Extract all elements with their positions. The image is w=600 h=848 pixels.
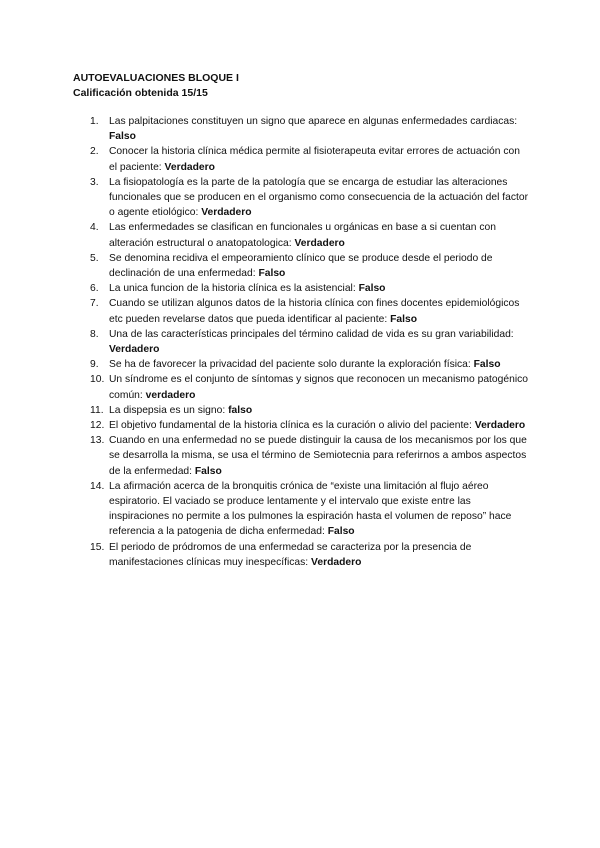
- question-item: [90, 281, 528, 296]
- question-text: La unica funcion de la historia clínica es la asistencial:: [109, 283, 356, 295]
- question-text: Una de las características principales del término calidad de vida es su gran variabilidad:: [109, 328, 514, 340]
- question-answer: Falso: [109, 131, 136, 143]
- question-text: Se denomina recidiva el empeoramiento clínico que se produce desde el periodo de declinación de una enfermedad:: [109, 252, 493, 280]
- question-item: [90, 114, 528, 144]
- question-answer: Verdadero: [164, 161, 215, 173]
- question-answer: Falso: [327, 526, 355, 538]
- question-number: 1.: [90, 116, 99, 127]
- question-text: La afirmación acerca de la bronquitis crónica de “existe una limitación al flujo aéreo espiratorio. El vaciado se produce lentamente y el intervalo que existe entre las inspiraciones no permite a los pulmones la espiración hasta el volumen de reposo” hace referencia a la patogenia de dicha enfermedad:: [109, 480, 512, 538]
- question-answer: Falso: [358, 283, 386, 295]
- question-text: Cuando en una enfermedad no se puede distinguir la causa de los mecanismos por los que se desarrolla la misma, se usa el término de Semiotecnia para referirnos a ambos aspectos de la enfermedad:: [109, 435, 527, 477]
- question-text: Las enfermedades se clasifican en funcionales u orgánicas en base a si cuentan con alteración estructural o anatopatologica:: [109, 222, 496, 249]
- score-line: Calificación obtenida 15/15: [73, 87, 208, 99]
- question-answer: Falso: [258, 268, 286, 280]
- question-number: 15.: [90, 541, 105, 553]
- question-number: 10.: [90, 374, 105, 386]
- question-number: 2.: [90, 146, 99, 158]
- question-number: 14.: [90, 480, 105, 492]
- question-text: Conocer la historia clínica médica permite al fisioterapeuta evitar errores de actuación con el paciente:: [109, 146, 520, 173]
- question-item: [90, 540, 528, 570]
- question-item: [90, 372, 528, 402]
- question-item: [90, 296, 528, 326]
- question-number: 6.: [90, 283, 99, 295]
- question-number: 3.: [90, 176, 99, 188]
- document-title: AUTOEVALUACIONES BLOQUE I: [73, 72, 239, 84]
- question-text: El periodo de pródromos de una enfermedad se caracteriza por la presencia de manifestaciones clínicas muy inespecíficas:: [109, 541, 472, 568]
- question-item: [90, 220, 528, 250]
- question-text: La dispepsia es un signo:: [109, 404, 226, 416]
- question-text: Un síndrome es el conjunto de síntomas y signos que reconocen un mecanismo patogénico común:: [109, 374, 528, 401]
- question-answer: Verdadero: [201, 207, 252, 219]
- document-header: [73, 71, 533, 101]
- question-text: Las palpitaciones constituyen un signo que aparece en algunas enfermedades cardiacas:: [109, 116, 518, 127]
- question-answer: Verdadero: [109, 344, 160, 356]
- question-answer: Falso: [390, 313, 417, 325]
- question-answer: Verdadero: [474, 420, 526, 432]
- question-item: [90, 403, 528, 418]
- question-answer: Verdadero: [311, 556, 362, 568]
- question-item: [90, 327, 528, 357]
- question-number: 9.: [90, 359, 99, 371]
- question-item: [90, 433, 528, 479]
- question-number: 12.: [90, 420, 105, 432]
- question-item: [90, 144, 528, 174]
- question-item: [90, 357, 528, 372]
- question-list: [90, 114, 528, 570]
- question-answer: verdadero: [145, 389, 196, 401]
- question-item: [90, 175, 528, 221]
- question-number: 5.: [90, 252, 99, 264]
- question-number: 11.: [90, 404, 104, 416]
- question-answer: Falso: [194, 465, 222, 477]
- question-text: La fisiopatología es la parte de la patología que se encarga de estudiar las alteraciones funcionales que se producen en el organismo como consecuencia de la actuación del factor o agente etiológico:: [109, 176, 529, 219]
- question-text: Se ha de favorecer la privacidad del paciente solo durante la exploración física:: [109, 359, 471, 371]
- question-answer: Falso: [473, 359, 501, 371]
- question-number: 7.: [90, 298, 99, 310]
- question-number: 8.: [90, 328, 99, 340]
- question-item: [90, 418, 528, 433]
- question-text: Cuando se utilizan algunos datos de la historia clínica con fines docentes epidemiológicos etc pueden revelarse datos que pueda identificar al paciente:: [109, 298, 520, 325]
- question-text: El objetivo fundamental de la historia clínica es la curación o alivio del paciente:: [109, 420, 472, 432]
- question-answer: Verdadero: [294, 237, 345, 249]
- question-number: 4.: [90, 222, 99, 234]
- question-number: 13.: [90, 435, 105, 447]
- question-item: [90, 479, 528, 540]
- question-item: [90, 251, 528, 281]
- question-answer: falso: [228, 404, 253, 416]
